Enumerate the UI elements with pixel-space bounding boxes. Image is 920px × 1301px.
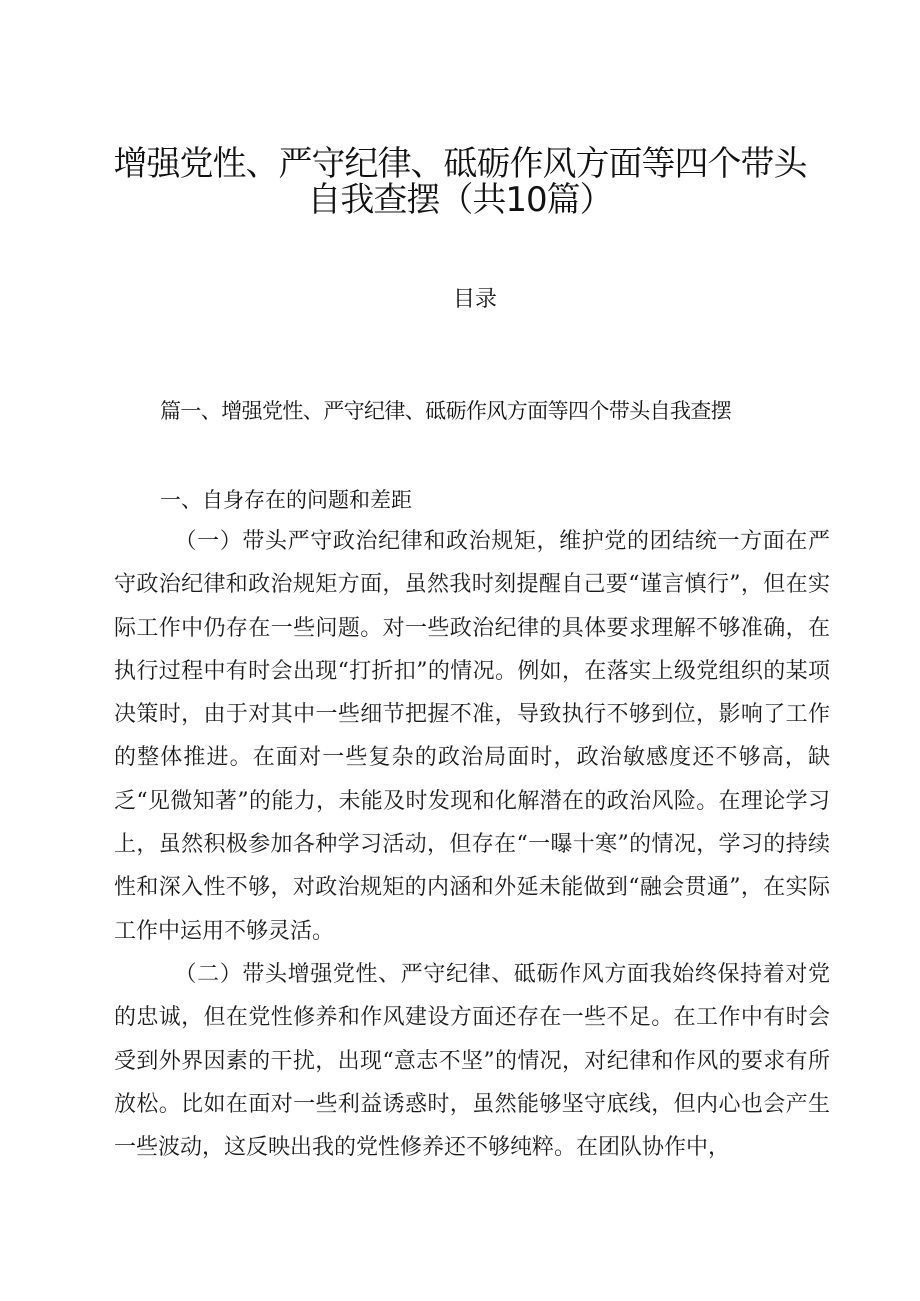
document-title-line-2: 自我查摆（共10篇） — [307, 180, 613, 220]
section-heading: 一、自身存在的问题和差距 — [160, 488, 412, 512]
toc-entry: 篇一、增强党性、严守纪律、砥砺作风方面等四个带头自我查摆 — [160, 399, 732, 423]
toc-heading: 目录 — [452, 287, 497, 312]
body-text — [114, 520, 830, 1169]
paragraph-2: （二）带头增强党性、严守纪律、砥砺作风方面我始终保持着对党的忠诚，但在党性修养和作风建设方面还存在一些不足。在工作中有时会受到外界因素的干扰，出现“意志不坚”的情况，对纪律和作风的要求有所放松。比如在面对一些利益诱惑时，虽然能够坚守底线，但内心也会产生一些波动，这反映出我的党性修养还不够纯粹。在团队协作中， — [114, 961, 830, 1161]
paragraph-1: （一）带头严守政治纪律和政治规矩，维护党的团结统一方面在严守政治纪律和政治规矩方面，虽然我时刻提醒自己要“谨言慎行”，但在实际工作中仍存在一些问题。对一些政治纪律的具体要求理解不够准确，在执行过程中有时会出现“打折扣”的情况。例如，在落实上级党组织的某项决策时，由于对其中一些细节把握不准，导致执行不够到位，影响了工作的整体推进。在面对一些复杂的政治局面时，政治敏感度还不够高，缺乏“见微知著”的能力，未能及时发现和化解潜在的政治风险。在理论学习上，虽然积极参加各种学习活动，但存在“一曝十寒”的情况，学习的持续性和深入性不够，对政治规矩的内涵和外延未能做到“融会贯通”，在实际工作中运用不够灵活。 — [114, 529, 830, 944]
document-title-line-1: 增强党性、严守纪律、砥砺作风方面等四个带头 — [113, 144, 807, 184]
